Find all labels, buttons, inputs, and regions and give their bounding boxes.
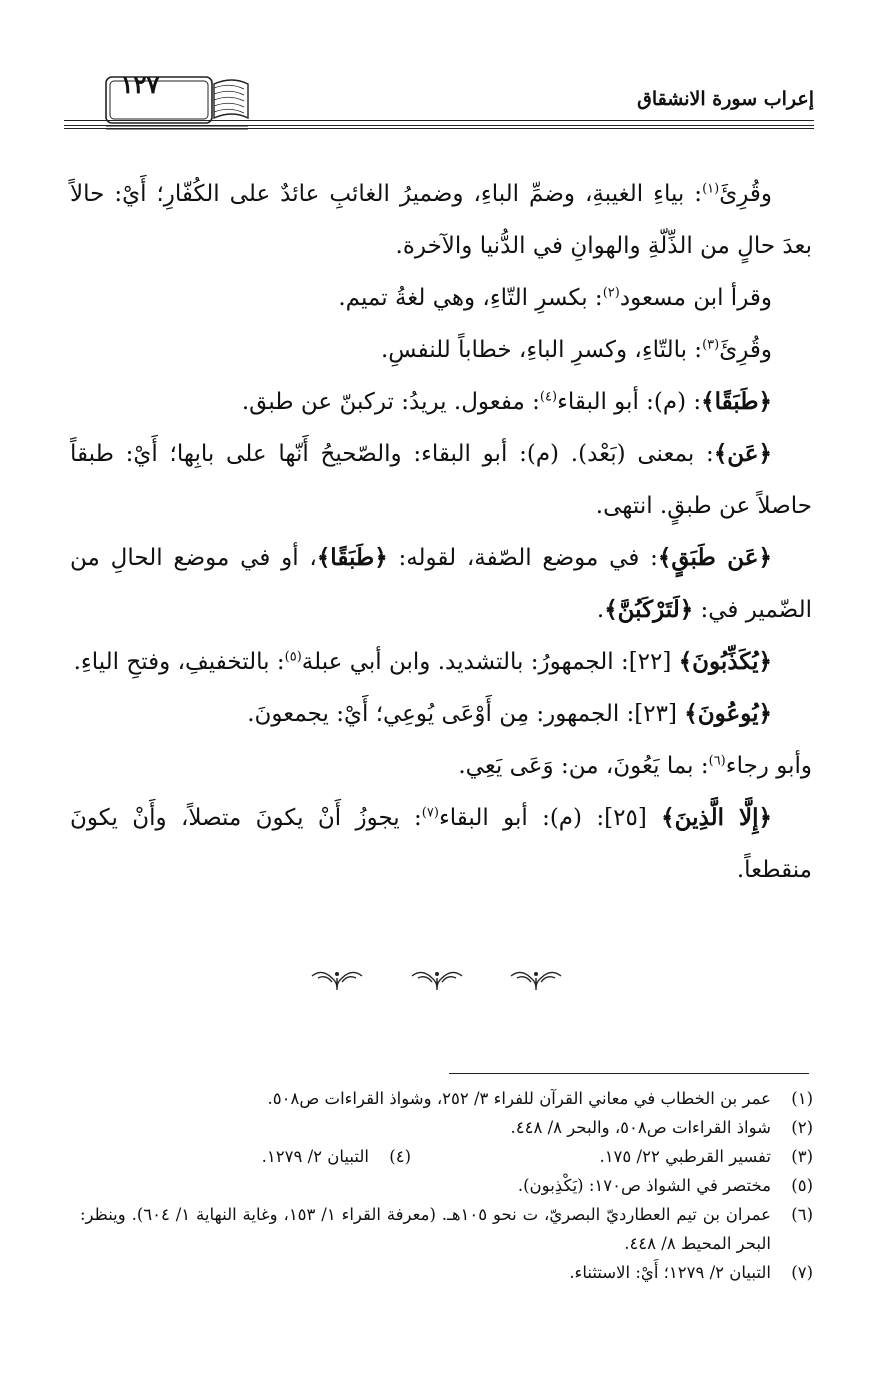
main-text: [70, 168, 812, 896]
footnote-ref: (٣): [702, 337, 720, 353]
text-segment: : بالتّاءِ، وكسرِ الباءِ، خطاباً للنفسِ.: [380, 337, 703, 363]
footnote-ref: (٥): [284, 649, 302, 665]
text-segment: : يجوزُ أَنْ يكونَ متصلاً، وأَنْ يكونَ منقطعاً.: [70, 805, 812, 883]
floral-ornament-icon: [308, 968, 366, 992]
footnote-ref: (٢): [602, 285, 620, 301]
paragraph: [70, 532, 812, 636]
footnote-text: التبيان ٢/ ١٢٧٩؛ أَيْ: الاستثناء.: [569, 1263, 771, 1282]
text-segment: : مفعول. يريدُ: تركبنّ عن طبق.: [241, 389, 540, 415]
header-rule: [64, 128, 814, 129]
quran-phrase: ﴿إِلَّا الَّذِينَ﴾: [661, 804, 773, 831]
page-header: [64, 62, 814, 132]
text-segment: .: [596, 597, 605, 623]
footnote-separator: [449, 1073, 809, 1074]
text-segment: [٢٥]: (م): أبو البقاء: [438, 805, 662, 831]
paragraph: [70, 272, 812, 324]
footnote-number: (٤): [389, 1147, 411, 1166]
footnote-text: تفسير القرطبي ٢٢/ ١٧٥.: [599, 1147, 771, 1166]
quran-phrase: ﴿لَتَرْكَبُنَّ﴾: [604, 596, 694, 623]
footnote: [80, 1258, 813, 1287]
footnote-text: عمر بن الخطاب في معاني القرآن للفراء ٣/ ٢٥٢، وشواذ القراءات ص٥٠٨.: [267, 1089, 771, 1108]
footnote-text: التبيان ٢/ ١٢٧٩.: [261, 1147, 369, 1166]
quran-phrase: ﴿طَبَقًا﴾: [701, 388, 772, 415]
text-segment: : في موضع الصّفة، لقوله:: [387, 545, 658, 571]
quran-phrase: ﴿يُكَذِّبُونَ﴾: [678, 648, 772, 675]
paragraph: [70, 740, 812, 792]
paragraph: [70, 376, 812, 428]
footnote-number: (٧): [791, 1263, 813, 1282]
floral-ornament-icon: [507, 968, 565, 992]
footnote-number: (١): [791, 1089, 813, 1108]
footnote-number: (٦): [791, 1205, 813, 1224]
paragraph: [70, 428, 812, 532]
text-segment: وقُرِئَ: [719, 337, 772, 363]
footnote: [80, 1171, 813, 1200]
running-title: إعراب سورة الانشقاق: [637, 88, 814, 110]
footnote: [80, 1084, 813, 1113]
text-segment: : (م): أبو البقاء: [557, 389, 702, 415]
text-segment: ، أو في موضع الحالِ من الضّمير في:: [70, 545, 812, 623]
page-number: ١٢٧: [120, 70, 160, 99]
quran-phrase: ﴿عَن طَبَقٍ﴾: [657, 544, 772, 571]
text-segment: وقُرِئَ: [719, 181, 772, 207]
footnote-number: (٣): [791, 1147, 813, 1166]
footnote-text: عمران بن تيم العطارديّ البصريّ، ت نحو ١٠٥هـ. (معرفة القراء ١/ ١٥٣، وغاية النهاية ١/ ٦٠٤). وينظر: البحر المحيط ٨/ ٤٤٨.: [80, 1205, 771, 1253]
paragraph: [70, 168, 812, 272]
text-segment: وأبو رجاء: [725, 753, 812, 779]
quran-phrase: ﴿يُوعُونَ﴾: [684, 700, 772, 727]
footnote-ref: (٦): [708, 753, 726, 769]
header-rule: [64, 120, 814, 121]
footnote-text: مختصر في الشواذ ص١٧٠: (يَكْذِبون).: [517, 1176, 771, 1195]
paragraph: [70, 688, 812, 740]
footnote-ref: (٤): [539, 389, 558, 405]
paragraph: [70, 792, 812, 896]
paragraph: [70, 636, 812, 688]
footnote-number: (٢): [791, 1118, 813, 1137]
paragraph: [70, 324, 812, 376]
quran-phrase: ﴿عَن﴾: [713, 440, 772, 467]
footnote-number: (٥): [791, 1176, 813, 1195]
quran-phrase: ﴿طَبَقًا﴾: [316, 544, 388, 571]
footnote-text: شواذ القراءات ص٥٠٨، والبحر ٨/ ٤٤٨.: [510, 1118, 771, 1137]
text-segment: : بياءِ الغيبةِ، وضمِّ الباءِ، وضميرُ الغائبِ عائدٌ على الكُفّارِ؛ أَيْ: حالاً بعدَ حالٍ من الذِّلّةِ والهوانِ في الدُّنيا والآخرة.: [70, 181, 812, 259]
footnote: [80, 1113, 813, 1142]
section-ornaments: [0, 968, 873, 996]
text-segment: : بكسرِ التّاءِ، وهي لغةُ تميم.: [338, 285, 603, 311]
text-segment: : بمعنى (بَعْد). (م): أبو البقاء: والصّحيحُ أَنّها على بابِها؛ أَيْ: طبقاً حاصلاً عن طبقٍ. انتهى.: [70, 441, 812, 519]
header-rule: [64, 125, 814, 126]
footnote: [80, 1142, 813, 1171]
text-segment: وقرأ ابن مسعود: [619, 285, 772, 311]
footnote-ref: (١): [702, 181, 720, 197]
footnote-ref: (٧): [421, 805, 439, 821]
text-segment: : بما يَعُونَ، من: وَعَى يَعِي.: [458, 753, 709, 779]
floral-ornament-icon: [408, 968, 466, 992]
footnotes: [80, 1084, 813, 1287]
text-segment: : بالتخفيفِ، وفتحِ الياءِ.: [73, 649, 285, 675]
text-segment: [٢٢]: الجمهورُ: بالتشديد. وابن أبي عبلة: [301, 649, 679, 675]
footnote: [80, 1200, 813, 1258]
text-segment: [٢٣]: الجمهور: مِن أَوْعَى يُوعِي؛ أَيْ: يجمعونَ.: [247, 701, 685, 727]
